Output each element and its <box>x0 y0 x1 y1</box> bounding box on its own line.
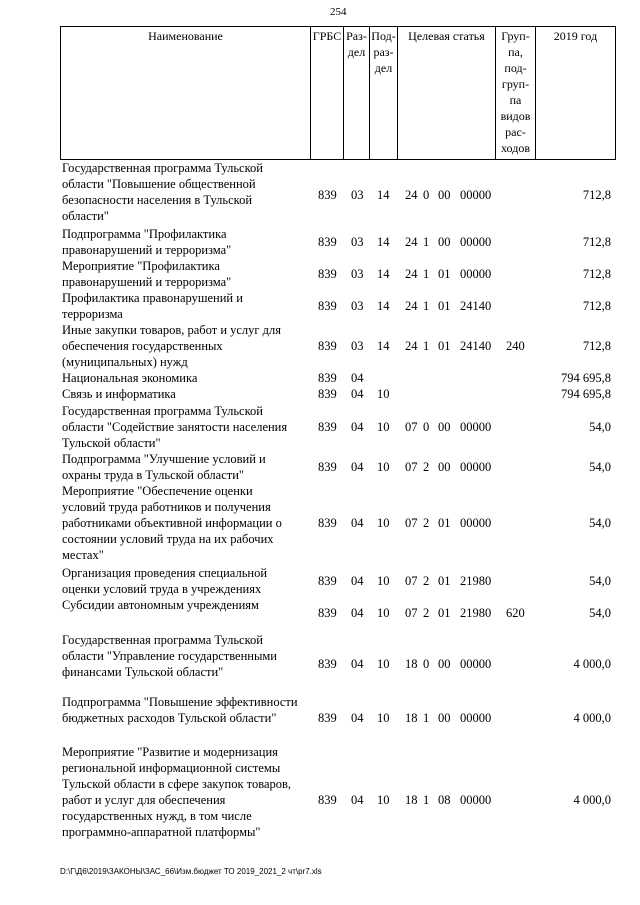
row-amt: 712,8 <box>582 267 611 281</box>
row-grbs: 839 <box>318 267 337 281</box>
row-p1: 24 <box>405 299 418 313</box>
row-podr: 14 <box>377 188 390 202</box>
row-grbs: 839 <box>318 606 337 620</box>
row-podr: 10 <box>377 606 390 620</box>
row-name: Организация проведения специальной оценки условий труда в учреждениях <box>62 566 268 596</box>
row-amt: 54,0 <box>589 606 611 620</box>
header-target: Целевая статья <box>398 27 496 160</box>
footer-path: D:\Г\Д6\2019\ЗАКОНЫ\ЗАС_66\Изм.бюджет ТО 2019_2021_2 чт\pr7.xls <box>60 867 322 876</box>
row-amt: 54,0 <box>589 516 611 530</box>
row-amt: 4 000,0 <box>573 657 611 671</box>
row-p1: 24 <box>405 339 418 353</box>
row-amt: 712,8 <box>582 188 611 202</box>
row-amt: 712,8 <box>582 339 611 353</box>
row-p4: 00000 <box>460 188 492 202</box>
row-razdel: 04 <box>351 793 364 807</box>
row-p1: 07 <box>405 420 418 434</box>
row-p4: 00000 <box>460 460 492 474</box>
row-name: Иные закупки товаров, работ и услуг для обеспечения государственных (муниципальных) нужд <box>62 323 282 369</box>
row-p3: 01 <box>438 516 451 530</box>
page-number: 254 <box>330 6 347 18</box>
row-razdel: 04 <box>351 387 364 401</box>
row-razdel: 04 <box>351 574 364 588</box>
header-year: 2019 год <box>536 27 616 160</box>
row-podr: 14 <box>377 299 390 313</box>
row-grbs: 839 <box>318 299 337 313</box>
row-grbs: 839 <box>318 460 337 474</box>
row-p4: 00000 <box>460 420 492 434</box>
row-p2: 1 <box>423 267 430 281</box>
row-razdel: 03 <box>351 188 364 202</box>
row-razdel: 04 <box>351 657 364 671</box>
row-name: Мероприятие "Развитие и модернизация региональной информационной системы Тульской области в сфере закупок товаров, работ и услуг для обеспечения государственных нужд, в том числе программно-аппаратной платформы" <box>62 745 292 839</box>
row-grbs: 839 <box>318 387 337 401</box>
header-group: Груп- па, под- груп- па видов рас- ходов <box>496 27 536 160</box>
row-grbs: 839 <box>318 657 337 671</box>
row-p1: 24 <box>405 267 418 281</box>
row-name: Подпрограмма "Профилактика правонарушений и терроризма" <box>62 227 232 257</box>
row-amt: 54,0 <box>589 574 611 588</box>
row-podr: 10 <box>377 711 390 725</box>
row-grbs: 839 <box>318 235 337 249</box>
row-p3: 01 <box>438 574 451 588</box>
row-grbs: 839 <box>318 711 337 725</box>
row-p4: 24140 <box>460 339 492 353</box>
row-name: Национальная экономика <box>62 371 198 385</box>
row-p4: 00000 <box>460 516 492 530</box>
row-podr: 10 <box>377 574 390 588</box>
row-name: Государственная программа Тульской области "Повышение общественной безопасности населения в Тульской области" <box>62 161 263 223</box>
row-amt: 54,0 <box>589 420 611 434</box>
table-header <box>60 26 616 160</box>
row-podr: 14 <box>377 267 390 281</box>
row-p2: 1 <box>423 339 430 353</box>
row-name: Профилактика правонарушений и терроризма <box>62 291 243 321</box>
row-grp: 620 <box>506 606 525 620</box>
row-podr: 10 <box>377 460 390 474</box>
row-razdel: 03 <box>351 235 364 249</box>
row-razdel: 04 <box>351 460 364 474</box>
header-grbs: ГРБС <box>311 27 344 160</box>
row-p4: 00000 <box>460 793 492 807</box>
row-p2: 2 <box>423 516 430 530</box>
row-razdel: 03 <box>351 339 364 353</box>
row-grbs: 839 <box>318 420 337 434</box>
row-p1: 07 <box>405 516 418 530</box>
row-p3: 01 <box>438 339 451 353</box>
row-name: Мероприятие "Обеспечение оценки условий труда работников и получения работниками объективной информации о состоянии условий труда на их рабочих местах" <box>62 484 282 562</box>
row-name: Связь и информатика <box>62 387 176 401</box>
row-name: Государственная программа Тульской области "Управление государственными финансами Тульской области" <box>62 633 277 679</box>
row-amt: 4 000,0 <box>573 711 611 725</box>
row-grbs: 839 <box>318 339 337 353</box>
row-grbs: 839 <box>318 574 337 588</box>
row-amt: 54,0 <box>589 460 611 474</box>
row-p1: 24 <box>405 188 418 202</box>
row-razdel: 04 <box>351 516 364 530</box>
row-podr: 10 <box>377 387 390 401</box>
row-p2: 2 <box>423 574 430 588</box>
row-amt: 4 000,0 <box>573 793 611 807</box>
row-amt: 794 695,8 <box>561 387 611 401</box>
row-p2: 2 <box>423 606 430 620</box>
header-razdel: Раз- дел <box>344 27 370 160</box>
row-podr: 10 <box>377 516 390 530</box>
row-p4: 00000 <box>460 711 492 725</box>
row-p1: 18 <box>405 711 418 725</box>
row-p4: 00000 <box>460 235 492 249</box>
row-grp: 240 <box>506 339 525 353</box>
row-amt: 794 695,8 <box>561 371 611 385</box>
row-grbs: 839 <box>318 793 337 807</box>
row-razdel: 03 <box>351 267 364 281</box>
row-p3: 00 <box>438 235 451 249</box>
row-p3: 08 <box>438 793 451 807</box>
row-p4: 21980 <box>460 574 492 588</box>
row-grbs: 839 <box>318 188 337 202</box>
row-p1: 07 <box>405 606 418 620</box>
row-p3: 01 <box>438 606 451 620</box>
header-podrazdel: Под- раз- дел <box>370 27 398 160</box>
row-p3: 01 <box>438 299 451 313</box>
row-p1: 24 <box>405 235 418 249</box>
row-p2: 0 <box>423 657 430 671</box>
row-p1: 18 <box>405 657 418 671</box>
row-p2: 0 <box>423 420 430 434</box>
row-amt: 712,8 <box>582 235 611 249</box>
row-p3: 00 <box>438 188 451 202</box>
row-razdel: 04 <box>351 606 364 620</box>
row-p2: 1 <box>423 793 430 807</box>
row-name: Государственная программа Тульской области "Содействие занятости населения Тульской области" <box>62 404 288 450</box>
row-razdel: 04 <box>351 420 364 434</box>
row-name: Субсидии автономным учреждениям <box>62 598 259 612</box>
row-p3: 00 <box>438 460 451 474</box>
row-p2: 1 <box>423 235 430 249</box>
row-grbs: 839 <box>318 516 337 530</box>
row-p4: 00000 <box>460 267 492 281</box>
row-p2: 1 <box>423 711 430 725</box>
row-p4: 00000 <box>460 657 492 671</box>
row-podr: 10 <box>377 657 390 671</box>
row-p2: 0 <box>423 188 430 202</box>
row-name: Мероприятие "Профилактика правонарушений и терроризма" <box>62 259 232 289</box>
row-name: Подпрограмма "Повышение эффективности бюджетных расходов Тульской области" <box>62 695 298 725</box>
row-p2: 2 <box>423 460 430 474</box>
row-grbs: 839 <box>318 371 337 385</box>
row-name: Подпрограмма "Улучшение условий и охраны труда в Тульской области" <box>62 452 266 482</box>
row-podr: 10 <box>377 420 390 434</box>
row-p3: 00 <box>438 657 451 671</box>
row-p4: 21980 <box>460 606 492 620</box>
row-p3: 01 <box>438 267 451 281</box>
row-p3: 00 <box>438 711 451 725</box>
row-p1: 07 <box>405 574 418 588</box>
header-name: Наименование <box>61 27 311 160</box>
row-amt: 712,8 <box>582 299 611 313</box>
row-p1: 18 <box>405 793 418 807</box>
row-podr: 14 <box>377 339 390 353</box>
row-p2: 1 <box>423 299 430 313</box>
row-razdel: 03 <box>351 299 364 313</box>
row-razdel: 04 <box>351 711 364 725</box>
row-podr: 14 <box>377 235 390 249</box>
row-p1: 07 <box>405 460 418 474</box>
row-p4: 24140 <box>460 299 492 313</box>
row-razdel: 04 <box>351 371 364 385</box>
row-podr: 10 <box>377 793 390 807</box>
row-p3: 00 <box>438 420 451 434</box>
